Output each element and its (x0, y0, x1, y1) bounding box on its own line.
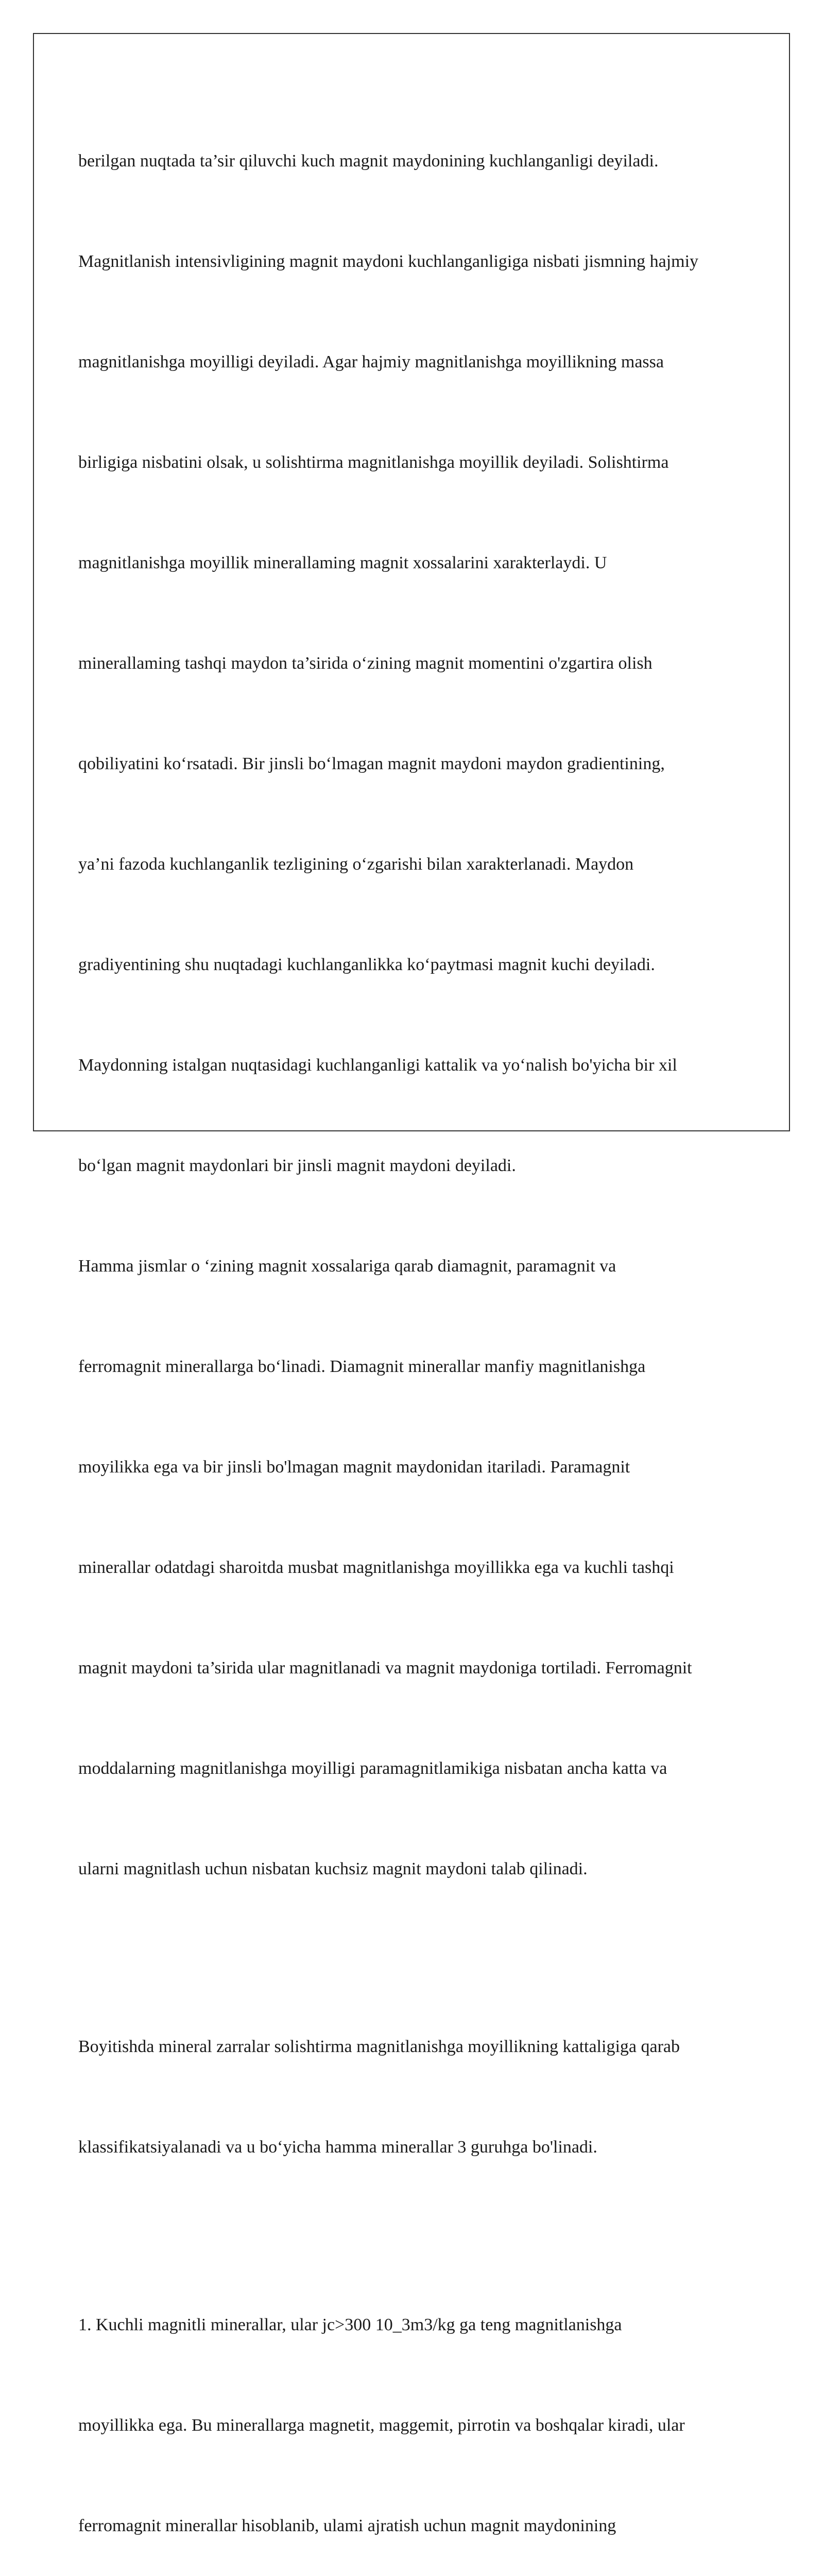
text-line: moddalarning magnitlanishga moyilligi paramagnitlamikiga nisbatan ancha katta va (78, 1759, 667, 1778)
paragraph-classification (78, 1963, 768, 2231)
text-line: ferromagnit minerallarga bo‘linadi. Diamagnit minerallar manfiy magnitlanishga (78, 1357, 646, 1376)
text-line: minerallaming tashqi maydon ta’sirida o‘zining magnit momentini o'zgartira olish (78, 654, 653, 673)
text-line: magnitlanishga moyillik minerallaming magnit xossalarini xarakterlaydi. U (78, 553, 607, 572)
text-line: qobiliyatini ko‘rsatadi. Bir jinsli bo‘lmagan magnit maydoni maydon gradientining, (78, 754, 665, 773)
text-line: Magnitlanish intensivligining magnit maydoni kuchlanganligiga nisbati jismning hajmiy (78, 252, 699, 271)
text-line: birligiga nisbatini olsak, u solishtirma magnitlanishga moyillik deyiladi. Solishtirma (78, 453, 669, 472)
document-body (78, 77, 768, 2576)
text-line: ferromagnit minerallar hisoblanib, ulami ajratish uchun magnit maydonining (78, 2516, 616, 2535)
text-line: minerallar odatdagi sharoitda musbat magnitlanishga moyillikka ega va kuchli tashqi (78, 1558, 674, 1577)
text-line: Hamma jismlar o ‘zining magnit xossalariga qarab diamagnit, paramagnit va (78, 1257, 616, 1276)
text-line: moyillikka ega. Bu minerallarga magnetit, maggemit, pirrotin va boshqalar kiradi, ular (78, 2416, 685, 2435)
text-line: Boyitishda mineral zarralar solishtirma magnitlanishga moyillikning kattaligiga qarab (78, 2037, 680, 2056)
text-line: Maydonning istalgan nuqtasidagi kuchlanganligi kattalik va yo‘nalish bo'yicha bir xil (78, 1056, 677, 1075)
text-line: 1. Kuchli magnitli minerallar, ular jc>300 10_3m3/kg ga teng magnitlanishga (78, 2315, 622, 2334)
text-line: berilgan nuqtada ta’sir qiluvchi kuch magnit maydonining kuchlanganligi deyiladi. (78, 151, 659, 171)
text-line: moyilikka ega va bir jinsli bo'lmagan magnit maydonidan itariladi. Paramagnit (78, 1458, 630, 1477)
text-line: klassifikatsiyalanadi va u bo‘yicha hamma minerallar 3 guruhga bo'linadi. (78, 2138, 597, 2157)
text-line: gradiyentining shu nuqtadagi kuchlanganlikka ko‘paytmasi magnit kuchi deyiladi. (78, 955, 655, 974)
text-line: magnitlanishga moyilligi deyiladi. Agar hajmiy magnitlanishga moyillikning massa (78, 352, 664, 371)
paragraph-spacing (78, 2231, 768, 2241)
text-line: bo‘lgan magnit maydonlari bir jinsli magnit maydoni deyiladi. (78, 1156, 516, 1175)
paragraph-strong-magnetic (78, 2241, 768, 2576)
text-line: ularni magnitlash uchun nisbatan kuchsiz magnit maydoni talab qilinadi. (78, 1859, 588, 1878)
paragraph-spacing (78, 1953, 768, 1963)
text-line: ya’ni fazoda kuchlanganlik tezligining o‘zgarishi bilan xarakterlanadi. Maydon (78, 855, 634, 874)
paragraph-magnetic-properties (78, 77, 768, 1953)
text-line: magnit maydoni ta’sirida ular magnitlanadi va magnit maydoniga tortiladi. Ferromagnit (78, 1658, 692, 1677)
